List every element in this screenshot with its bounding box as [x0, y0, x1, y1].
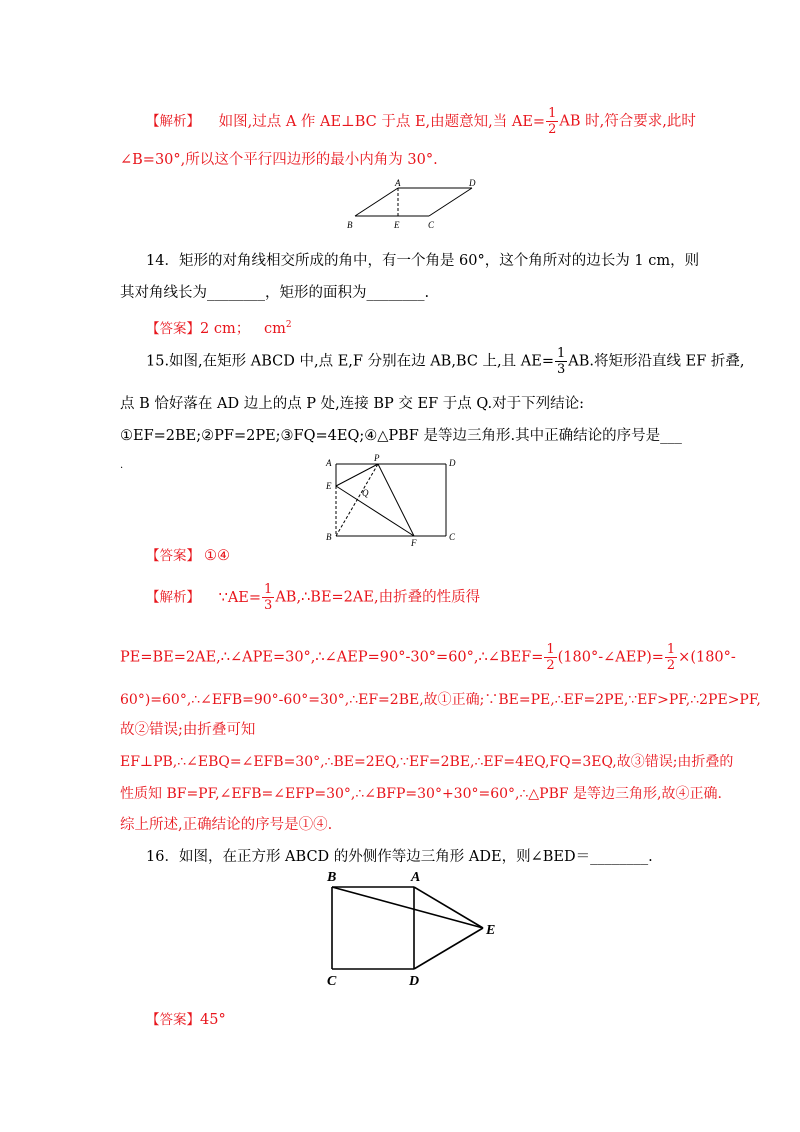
- label-A: A: [326, 458, 332, 468]
- solution-text: ∵AE=: [218, 589, 262, 606]
- label-P: P: [374, 453, 380, 463]
- label-C: C: [428, 220, 435, 230]
- answer-15: [146, 546, 230, 566]
- solution-text: AB 时,符合要求,此时: [559, 113, 696, 130]
- parallelogram-figure: [340, 178, 480, 233]
- question-15-line-3: ①EF=2BE;②PF=2PE;③FQ=4EQ;④△PBF 是等边三角形.其中正确结论的序号是___: [120, 428, 682, 444]
- answer-16: [146, 1010, 226, 1030]
- solution-13-line-1: [146, 106, 696, 137]
- label-E: E: [326, 481, 332, 491]
- label-B: B: [347, 220, 353, 230]
- solution-15-line-2: [120, 642, 736, 673]
- label-C: C: [327, 974, 337, 989]
- label-D: D: [469, 178, 476, 188]
- answer-tag: 【答案】: [146, 1012, 200, 1028]
- solution-15-line-4: 故②错误;由折叠可知: [120, 722, 256, 738]
- analysis-tag: 【解析】: [146, 113, 200, 130]
- solution-13-line-2: ∠B=30°,所以这个平行四边形的最小内角为 30°.: [120, 152, 438, 168]
- fraction: $\frac{1}{3}$: [556, 346, 566, 377]
- label-E: E: [394, 220, 400, 230]
- solution-text: (180°-∠AEP)=: [557, 649, 664, 666]
- solution-15-line-1: [146, 582, 480, 613]
- solution-15-line-7: 综上所述,正确结论的序号是①④.: [120, 817, 333, 833]
- label-A: A: [411, 870, 421, 885]
- question-15-line-1: [146, 346, 744, 377]
- fraction: $\frac{1}{2}$: [546, 642, 555, 673]
- fraction: $\frac{1}{3}$: [264, 582, 273, 613]
- answer-value: ①④: [204, 548, 230, 564]
- label-A: A: [395, 178, 401, 188]
- label-E: E: [486, 923, 496, 938]
- answer-14: [146, 315, 292, 339]
- label-D: D: [409, 974, 420, 989]
- label-F: F: [411, 538, 417, 547]
- solution-15-line-5: EF⊥PB,∴∠EBQ=∠EFB=30°,∴BE=2EQ,∵EF=2BE,∴EF=4EQ,FQ=3EQ,故③错误;由折叠的: [120, 754, 734, 770]
- fraction: $\frac{1}{2}$: [548, 106, 557, 137]
- label-D: D: [449, 458, 456, 468]
- fraction: $\frac{1}{2}$: [666, 642, 676, 673]
- label-C: C: [449, 532, 456, 542]
- solution-text: ×(180°-: [678, 649, 736, 666]
- answer-value: 2 cm；: [200, 320, 251, 337]
- question-15-line-4: .: [120, 460, 124, 471]
- square-triangle-figure: [318, 865, 508, 995]
- solution-15-line-6: 性质知 BF=PF,∠EFB=∠EFP=30°,∴∠BFP=30°+30°=60°,∴△PBF 是等边三角形,故④正确.: [120, 786, 722, 802]
- answer-tag: 【答案】: [146, 320, 200, 337]
- label-B: B: [326, 532, 332, 542]
- question-text: 15.如图,在矩形 ABCD 中,点 E,F 分别在边 AB,BC 上,且 AE=: [146, 353, 554, 370]
- analysis-tag: 【解析】: [146, 589, 200, 606]
- solution-text: 如图,过点 A 作 AE⊥BC 于点 E,由题意知,当 AE=: [218, 113, 546, 130]
- solution-15-line-3: 60°)=60°,∴∠EFB=90°-60°=30°,∴EF=2BE,故①正确;∵BE=PE,∴EF=2PE,∵EF>PF,∴2PE>PF,: [120, 692, 761, 708]
- solution-text: AB,∴BE=2AE,由折叠的性质得: [275, 589, 481, 606]
- superscript: 2: [285, 320, 292, 330]
- answer-tag: 【答案】: [146, 548, 200, 564]
- question-text: AB.将矩形沿直线 EF 折叠,: [568, 353, 745, 370]
- question-15-line-2: 点 B 恰好落在 AD 边上的点 P 处,连接 BP 交 EF 于点 Q.对于下列结论:: [120, 396, 585, 412]
- answer-unit: cm: [264, 320, 286, 337]
- label-B: B: [327, 870, 337, 885]
- answer-value: 45°: [200, 1012, 226, 1028]
- question-14-line-1: 14．矩形的对角线相交所成的角中，有一个角是 60°，这个角所对的边长为 1 cm，则: [146, 253, 700, 269]
- rectangle-fold-figure: [322, 452, 462, 547]
- label-Q: Q: [362, 488, 369, 498]
- solution-text: PE=BE=2AE,∴∠APE=30°,∴∠AEP=90°-30°=60°,∴∠BEF=: [120, 649, 544, 666]
- question-14-line-2: 其对角线长为________，矩形的面积为________.: [120, 285, 430, 301]
- question-16-line-1: 16．如图，在正方形 ABCD 的外侧作等边三角形 ADE，则∠BED＝________.: [146, 849, 653, 865]
